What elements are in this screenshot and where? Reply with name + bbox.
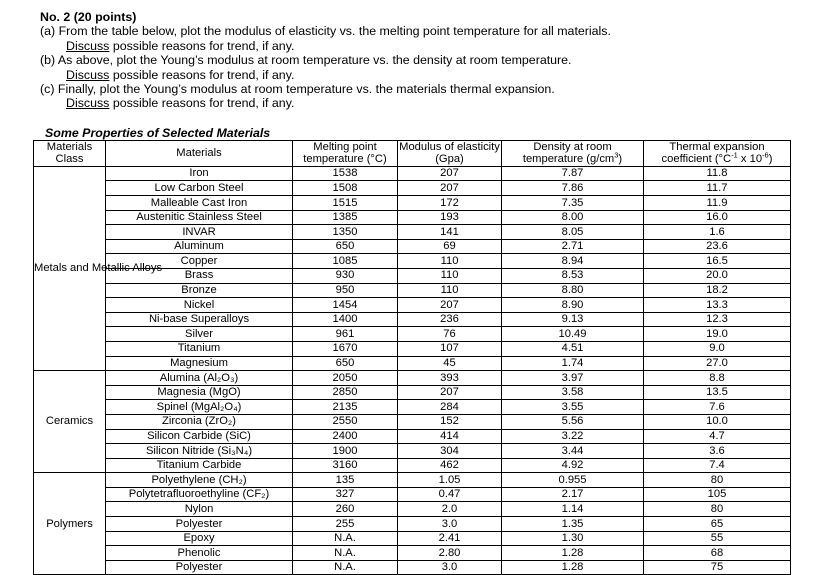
cell-material: Austenitic Stainless Steel (106, 210, 293, 225)
table-row (34, 429, 791, 444)
cell-expansion: 13.5 (644, 385, 791, 400)
header-modulus: Modulus of elasticity (Gpa) (399, 141, 500, 166)
discuss-rest: possible reasons for trend, if any. (109, 96, 295, 111)
cell-melting: 650 (293, 239, 398, 254)
cell-melting: 3160 (293, 458, 398, 473)
cell-expansion: 11.9 (644, 196, 791, 211)
cell-density: 7.86 (502, 181, 644, 196)
table-row (34, 487, 791, 502)
cell-melting: 135 (293, 473, 398, 488)
cell-modulus: 45 (398, 356, 502, 371)
cell-expansion: 19.0 (644, 327, 791, 342)
part-c-text: Finally, plot the Young’s modulus at room temperature vs. the materials thermal expansion. (57, 82, 555, 97)
cell-expansion: 27.0 (644, 356, 791, 371)
cell-modulus: 2.41 (398, 531, 502, 546)
properties-table (33, 140, 791, 575)
table-row (34, 517, 791, 532)
part-c-question (40, 82, 800, 96)
table-row (34, 444, 791, 459)
table-row (34, 531, 791, 546)
cell-density: 0.955 (502, 473, 644, 488)
cell-expansion: 8.8 (644, 371, 791, 386)
cell-material: Malleable Cast Iron (106, 196, 293, 211)
cell-density: 9.13 (502, 312, 644, 327)
table-row (34, 166, 791, 181)
cell-melting: N.A. (293, 560, 398, 575)
cell-material: Bronze (106, 283, 293, 298)
table-row (34, 385, 791, 400)
table-row (34, 560, 791, 575)
cell-density: 3.58 (502, 385, 644, 400)
cell-material: Alumina (Al₂O₃) (106, 371, 293, 386)
cell-modulus: 141 (398, 225, 502, 240)
cell-density: 8.00 (502, 210, 644, 225)
cell-material: Spinel (MgAl₂O₄) (106, 400, 293, 415)
cell-material: INVAR (106, 225, 293, 240)
part-b-text: As above, plot the Young’s modulus at room temperature vs. the density at room temperature. (57, 53, 572, 68)
table-row (34, 225, 791, 240)
cell-density: 1.35 (502, 517, 644, 532)
cell-modulus: 110 (398, 268, 502, 283)
table-row (34, 210, 791, 225)
cell-material: Titanium Carbide (106, 458, 293, 473)
cell-expansion: 1.6 (644, 225, 791, 240)
cell-modulus: 172 (398, 196, 502, 211)
cell-density: 2.71 (502, 239, 644, 254)
cell-expansion: 4.7 (644, 429, 791, 444)
cell-melting: 1385 (293, 210, 398, 225)
cell-material: Phenolic (106, 546, 293, 561)
table-row (34, 473, 791, 488)
cell-melting: 1670 (293, 341, 398, 356)
cell-melting: 2400 (293, 429, 398, 444)
cell-expansion: 10.0 (644, 414, 791, 429)
table-row (34, 356, 791, 371)
cell-material: Epoxy (106, 531, 293, 546)
cell-material: Nickel (106, 298, 293, 313)
cell-melting: N.A. (293, 546, 398, 561)
cell-modulus: 1.05 (398, 473, 502, 488)
discuss-rest: possible reasons for trend, if any. (109, 67, 295, 82)
part-a-question (40, 24, 800, 38)
cell-melting: 1085 (293, 254, 398, 269)
cell-expansion: 18.2 (644, 283, 791, 298)
part-b-discuss (40, 68, 800, 82)
table-row (34, 298, 791, 313)
cell-material: Magnesium (106, 356, 293, 371)
cell-modulus: 107 (398, 341, 502, 356)
cell-modulus: 76 (398, 327, 502, 342)
cell-melting: 1508 (293, 181, 398, 196)
discuss-word: Discuss (66, 67, 110, 82)
cell-material: Low Carbon Steel (106, 181, 293, 196)
cell-density: 1.30 (502, 531, 644, 546)
cell-modulus: 393 (398, 371, 502, 386)
cell-melting: 950 (293, 283, 398, 298)
cell-material: Ni-base Superalloys (106, 312, 293, 327)
cell-modulus: 0.47 (398, 487, 502, 502)
cell-material: Polyester (106, 517, 293, 532)
cell-material: Polyester (106, 560, 293, 575)
cell-expansion: 75 (644, 560, 791, 575)
cell-density: 1.74 (502, 356, 644, 371)
cell-modulus: 207 (398, 385, 502, 400)
part-a-label: (a) (40, 24, 56, 39)
cell-expansion: 65 (644, 517, 791, 532)
header-melting: Melting point temperature (°C) (293, 141, 398, 167)
cell-expansion: 7.4 (644, 458, 791, 473)
discuss-word: Discuss (66, 38, 110, 53)
part-a-discuss (40, 39, 800, 53)
cell-material: Nylon (106, 502, 293, 517)
cell-expansion: 68 (644, 546, 791, 561)
cell-modulus: 284 (398, 400, 502, 415)
cell-density: 8.90 (502, 298, 644, 313)
cell-density: 8.80 (502, 283, 644, 298)
cell-material: Copper (106, 254, 293, 269)
table-caption: Some Properties of Selected Materials (45, 126, 271, 140)
cell-modulus: 207 (398, 181, 502, 196)
cell-melting: 650 (293, 356, 398, 371)
cell-modulus: 3.0 (398, 517, 502, 532)
cell-expansion: 16.0 (644, 210, 791, 225)
cell-modulus: 304 (398, 444, 502, 459)
cell-melting: 2550 (293, 414, 398, 429)
cell-material: Zirconia (ZrO₂) (106, 414, 293, 429)
discuss-word: Discuss (66, 96, 110, 111)
table-row (34, 327, 791, 342)
cell-expansion: 55 (644, 531, 791, 546)
table-row (34, 341, 791, 356)
cell-expansion: 105 (644, 487, 791, 502)
cell-expansion: 20.0 (644, 268, 791, 283)
discuss-rest: possible reasons for trend, if any. (109, 38, 295, 53)
cell-expansion: 12.3 (644, 312, 791, 327)
table-row (34, 283, 791, 298)
cell-melting: 2850 (293, 385, 398, 400)
cell-density: 4.92 (502, 458, 644, 473)
cell-expansion: 13.3 (644, 298, 791, 313)
cell-expansion: 11.8 (644, 166, 791, 181)
cell-modulus: 414 (398, 429, 502, 444)
cell-melting: 260 (293, 502, 398, 517)
cell-modulus: 110 (398, 254, 502, 269)
cell-expansion: 11.7 (644, 181, 791, 196)
cell-material: Silicon Carbide (SiC) (106, 429, 293, 444)
cell-modulus: 462 (398, 458, 502, 473)
part-b-label: (b) (40, 53, 56, 68)
cell-material: Iron (106, 166, 293, 181)
cell-modulus: 207 (398, 166, 502, 181)
material-class-cell: Ceramics (34, 371, 106, 473)
cell-modulus: 3.0 (398, 560, 502, 575)
table-row (34, 546, 791, 561)
table-body (34, 166, 791, 575)
table-row (34, 196, 791, 211)
cell-material: Polyethylene (CH₂) (106, 473, 293, 488)
cell-expansion: 16.5 (644, 254, 791, 269)
table-row (34, 400, 791, 415)
cell-material: Brass (106, 268, 293, 283)
cell-modulus: 236 (398, 312, 502, 327)
cell-material: Polytetrafluoroethyline (CF₂) (106, 487, 293, 502)
table-row (34, 312, 791, 327)
cell-expansion: 80 (644, 473, 791, 488)
cell-material: Titanium (106, 341, 293, 356)
cell-density: 1.14 (502, 502, 644, 517)
header-class: Materials Class (34, 141, 106, 167)
cell-density: 5.56 (502, 414, 644, 429)
cell-density: 8.94 (502, 254, 644, 269)
table-row (34, 371, 791, 386)
cell-modulus: 193 (398, 210, 502, 225)
cell-modulus: 110 (398, 283, 502, 298)
part-c-label: (c) (40, 82, 55, 97)
material-class-cell: Polymers (34, 473, 106, 575)
cell-melting: 255 (293, 517, 398, 532)
cell-modulus: 2.0 (398, 502, 502, 517)
cell-density: 7.87 (502, 166, 644, 181)
cell-melting: 2135 (293, 400, 398, 415)
cell-density: 4.51 (502, 341, 644, 356)
cell-melting: N.A. (293, 531, 398, 546)
cell-modulus: 207 (398, 298, 502, 313)
cell-density: 3.55 (502, 400, 644, 415)
table-row (34, 502, 791, 517)
header-density: Density at room temperature $(g/cm^3)$ (502, 141, 644, 167)
part-c-discuss (40, 96, 800, 110)
cell-expansion: 7.6 (644, 400, 791, 415)
cell-density: 7.35 (502, 196, 644, 211)
cell-melting: 930 (293, 268, 398, 283)
cell-material: Magnesia (MgO) (106, 385, 293, 400)
cell-expansion: 9.0 (644, 341, 791, 356)
cell-density: 2.17 (502, 487, 644, 502)
cell-density: 1.28 (502, 546, 644, 561)
table-row (34, 458, 791, 473)
problem-title: No. 2 (20 points) (40, 10, 137, 24)
cell-density: 8.53 (502, 268, 644, 283)
cell-melting: 1400 (293, 312, 398, 327)
cell-modulus: 152 (398, 414, 502, 429)
cell-melting: 961 (293, 327, 398, 342)
cell-expansion: 80 (644, 502, 791, 517)
cell-density: 8.05 (502, 225, 644, 240)
cell-modulus: 2.80 (398, 546, 502, 561)
cell-density: 10.49 (502, 327, 644, 342)
cell-density: 3.97 (502, 371, 644, 386)
cell-melting: 327 (293, 487, 398, 502)
header-material: Materials (106, 141, 293, 167)
table-row (34, 239, 791, 254)
cell-melting: 1538 (293, 166, 398, 181)
cell-density: 1.28 (502, 560, 644, 575)
cell-modulus: 69 (398, 239, 502, 254)
cell-expansion: 23.6 (644, 239, 791, 254)
problem-statement (40, 10, 800, 111)
cell-melting: 2050 (293, 371, 398, 386)
cell-melting: 1350 (293, 225, 398, 240)
part-b-question (40, 53, 800, 67)
cell-melting: 1454 (293, 298, 398, 313)
cell-expansion: 3.6 (644, 444, 791, 459)
cell-material: Silver (106, 327, 293, 342)
cell-melting: 1900 (293, 444, 398, 459)
part-a-text: From the table below, plot the modulus of elasticity vs. the melting point temperature for all materials. (58, 24, 611, 39)
cell-density: 3.44 (502, 444, 644, 459)
table-row (34, 181, 791, 196)
cell-material: Aluminum (106, 239, 293, 254)
header-thermal: Thermal expansion coefficient ($^\circ C^{-1}$ x $10^{-6}$) (644, 141, 791, 167)
cell-melting: 1515 (293, 196, 398, 211)
material-class-cell: Metals and Metallic Alloys (34, 166, 106, 370)
header-row (34, 141, 791, 167)
cell-material: Silicon Nitride (Si₃N₄) (106, 444, 293, 459)
cell-density: 3.22 (502, 429, 644, 444)
table-row (34, 414, 791, 429)
